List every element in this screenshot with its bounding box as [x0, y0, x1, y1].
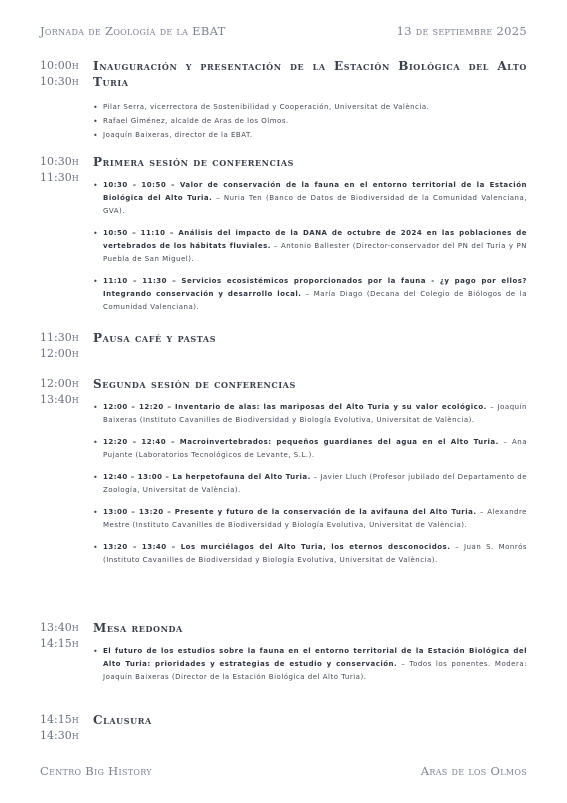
session-time	[40, 376, 90, 408]
session-time	[40, 330, 90, 362]
venue-town: Aras de los Olmos	[420, 764, 527, 778]
session-title: Mesa redonda	[93, 621, 183, 635]
session-title: Clausura	[93, 713, 152, 727]
list-item: • 12:40 – 13:00 – La herpetofauna del Alto Turia. – Javier Lluch (Profesor jubilado del Departamento de Zoología, Universitat de València).	[93, 471, 527, 497]
list-item: • Pilar Serra, vicerrectora de Sostenibilidad y Cooperación, Universitat de València.	[93, 101, 527, 114]
venue-name: Centro Big History	[40, 764, 152, 778]
session-time	[40, 154, 90, 186]
list-item: • 10:30 – 10:50 – Valor de conservación de la fauna en el entorno territorial de la Estación Biológica del Alto Turia. – Nuria Ten (Banco de Datos de Biodiversidad de la Comunidad Valenciana, GVA).	[93, 179, 527, 218]
session-end: 14:15h	[40, 637, 79, 650]
talk-list	[93, 645, 527, 693]
talk-list	[93, 401, 527, 576]
page-header	[40, 24, 527, 42]
session-start: 10:30h	[40, 155, 79, 168]
speaker-list	[93, 101, 527, 143]
list-item: • Rafael Giménez, alcalde de Aras de los Olmos.	[93, 115, 527, 128]
list-item: • 13:00 – 13:20 – Presente y futuro de la conservación de la avifauna del Alto Turia. – Alexandre Mestre (Instituto Cavanilles de Biodiversidad y Biología Evolutiva, Universitat de València).	[93, 506, 527, 532]
talk-list	[93, 179, 527, 323]
event-date: 13 de septiembre 2025	[396, 24, 527, 38]
session-title: Inauguración y presentación de la Estación Biológica del Alto Turia	[93, 59, 527, 89]
session-title: Segunda sesión de conferencias	[93, 377, 296, 391]
session-end: 10:30h	[40, 75, 79, 88]
session-clausura	[40, 712, 527, 746]
session-primera-conferencias	[40, 154, 527, 324]
list-item: • El futuro de los estudios sobre la fauna en el entorno territorial de la Estación Biológica del Alto Turia: prioridades y estrategias de estudio y conservación. – Todos los ponentes. Modera: Joaquín Baixeras (Director de la Estación Biológica del Alto Turia).	[93, 645, 527, 684]
session-segunda-conferencias	[40, 376, 527, 612]
session-end: 11:30h	[40, 171, 79, 184]
session-title: Primera sesión de conferencias	[93, 155, 295, 169]
session-end: 13:40h	[40, 393, 79, 406]
session-time	[40, 620, 90, 652]
list-item: • 12:00 – 12:20 – Inventario de alas: las mariposas del Alto Turia y su valor ecológico. – Joaquín Baixeras (Instituto Cavanilles de Biodiversidad y Biología Evolutiva, Universitat de València).	[93, 401, 527, 427]
session-mesa-redonda	[40, 620, 527, 700]
session-start: 14:15h	[40, 713, 79, 726]
session-time	[40, 712, 90, 744]
session-start: 13:40h	[40, 621, 79, 634]
list-item: • Joaquín Baixeras, director de la EBAT.	[93, 129, 527, 142]
session-pausa	[40, 330, 527, 364]
list-item: • 13:20 – 13:40 – Los murciélagos del Alto Turia, los eternos desconocidos. – Juan S. Monrós (Instituto Cavanilles de Biodiversidad y Biología Evolutiva, Universitat de València).	[93, 541, 527, 567]
session-start: 12:00h	[40, 377, 79, 390]
list-item: • 12:20 – 12:40 – Macroinvertebrados: pequeños guardianes del agua en el Alto Turia. – Ana Pujante (Laboratorios Tecnológicos de Levante, S.L.).	[93, 436, 527, 462]
page-footer	[40, 764, 527, 782]
list-item: • 11:10 – 11:30 – Servicios ecosistémicos proporcionados por la fauna - ¿y pago por ellos? Integrando conservación y desarrollo local. – María Diago (Decana del Colegio de Biólogos de la Comunidad Valenciana).	[93, 275, 527, 314]
session-inauguracion	[40, 58, 527, 148]
event-title: Jornada de Zoología de la EBAT	[40, 24, 226, 38]
session-start: 11:30h	[40, 331, 79, 344]
session-start: 10:00h	[40, 59, 79, 72]
session-time	[40, 58, 90, 90]
session-title: Pausa café y pastas	[93, 331, 217, 345]
session-end: 14:30h	[40, 729, 79, 742]
list-item: • 10:50 – 11:10 – Análisis del impacto de la DANA de octubre de 2024 en las poblaciones de vertebrados de los hábitats fluviales. – Antonio Ballester (Director-conservador del PN del Turia y PN Puebla de San Miguel).	[93, 227, 527, 266]
session-end: 12:00h	[40, 347, 79, 360]
